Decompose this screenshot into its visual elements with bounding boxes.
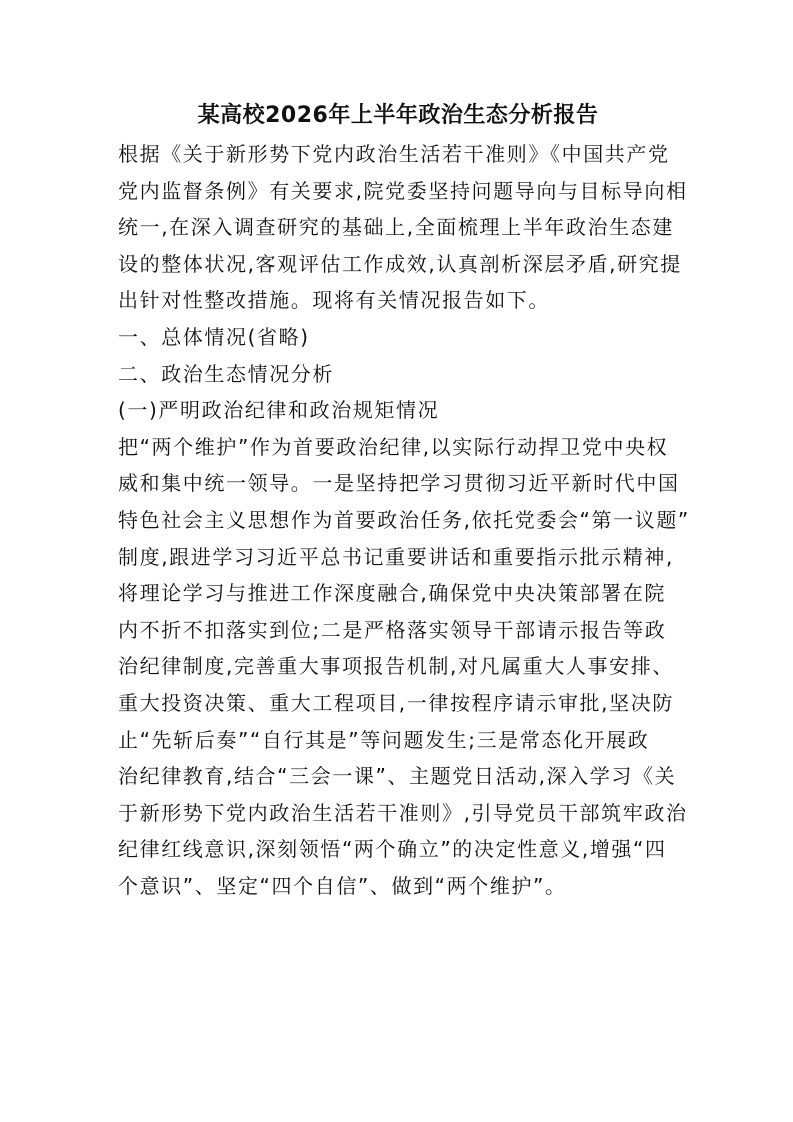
body-line: 止“先斩后奏”“自行其是”等问题发生;三是常态化开展政 (118, 727, 650, 752)
document-title: 某高校2026年上半年政治生态分析报告 (197, 103, 599, 128)
document-page (118, 96, 690, 904)
intro-paragraph (118, 136, 688, 319)
body-line: 威和集中统一领导。一是坚持把学习贯彻习近平新时代中国 (118, 471, 680, 496)
body-line: 治纪律制度,完善重大事项报告机制,对凡属重大人事安排、 (118, 654, 674, 679)
subsection-heading-1: (一)严明政治纪律和政治规矩情况 (118, 398, 440, 423)
section-heading-2: 二、政治生态情况分析 (118, 361, 334, 386)
body-paragraph (118, 429, 690, 905)
body-line: 纪律红线意识,深刻领悟“两个确立”的决定性意义,增强“四 (118, 837, 667, 862)
body-line: 于新形势下党内政治生活若干准则》,引导党员干部筑牢政治 (118, 800, 688, 825)
body-line: 特色社会主义思想作为首要政治任务,依托党委会“第一议题” (118, 507, 690, 532)
body-line: 治纪律教育,结合“三会一课”、主题党日活动,深入学习《关 (118, 764, 677, 789)
intro-line: 根据《关于新形势下党内政治生活若干准则》《中国共产党 (118, 142, 670, 166)
section-heading-1: 一、总体情况(省略) (118, 324, 310, 349)
body-line: 个意识”、坚定“四个自信”、做到“两个维护”。 (118, 873, 567, 898)
body-line: 内不折不扣落实到位;二是严格落实领导干部请示报告等政 (118, 617, 667, 642)
body-line: 重大投资决策、重大工程项目,一律按程序请示审批,坚决防 (118, 690, 674, 715)
intro-line: 统一,在深入调查研究的基础上,全面梳理上半年政治生态建 (118, 215, 674, 240)
intro-line: 设的整体状况,客观评估工作成效,认真剖析深层矛盾,研究提 (118, 251, 682, 276)
intro-line: 党内监督条例》有关要求,院党委坚持问题导向与目标导向相 (118, 178, 688, 203)
body-line: 将理论学习与推进工作深度融合,确保党中央决策部署在院 (118, 581, 666, 606)
body-line: 制度,跟进学习习近平总书记重要讲话和重要指示批示精神, (118, 544, 674, 569)
body-line: 把“两个维护”作为首要政治纪律,以实际行动捍卫党中央权 (118, 434, 669, 459)
intro-line: 出针对性整改措施。现将有关情况报告如下。 (118, 288, 550, 313)
